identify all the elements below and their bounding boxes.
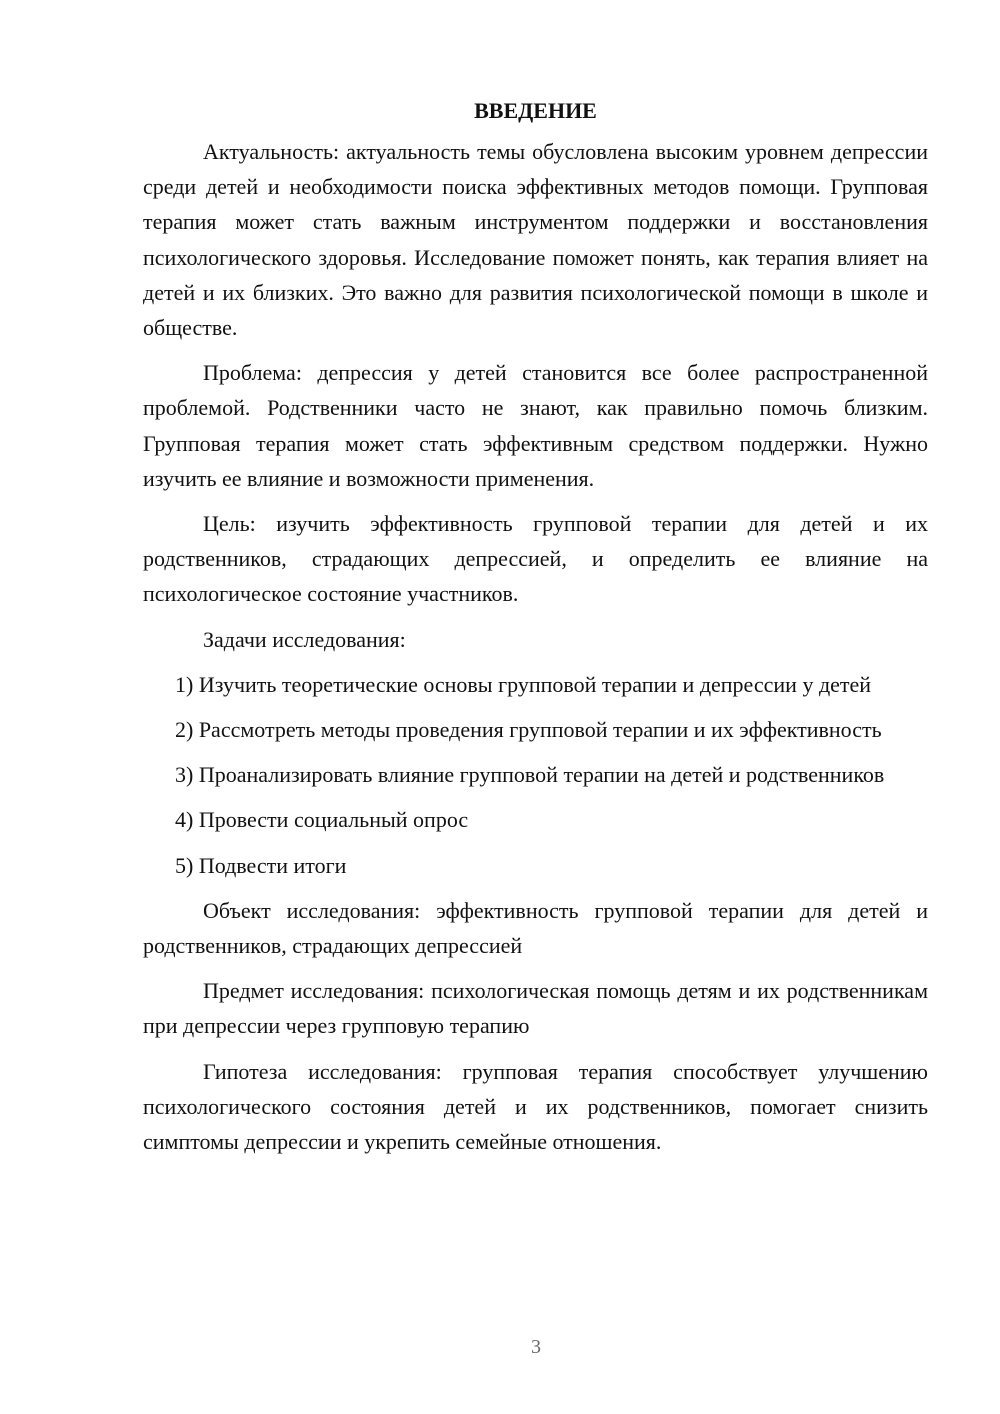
list-item: 2) Рассмотреть методы проведения групповой терапии и их эффективность [175,717,882,743]
list-item: 5) Подвести итоги [175,852,347,878]
section-title: ВВЕДЕНИЕ [474,98,597,123]
problem-paragraph: Проблема: депрессия у детей становится все более распространенной проблемой. Родственники часто не знают, как правильно помочь близким. Групповая терапия может стать эффективным средством поддержки. Нужно изучить ее влияние и возможности применения. [143,360,928,491]
list-item: 1) Изучить теоретические основы групповой терапии и депрессии у детей [175,671,872,697]
hypothesis-paragraph: Гипотеза исследования: групповая терапия способствует улучшению психологического состояния детей и их родственников, помогает снизить симптомы депрессии и укрепить семейные отношения. [143,1058,928,1155]
relevance-paragraph: Актуальность: актуальность темы обусловлена высоким уровнем депрессии среди детей и необходимости поиска эффективных методов помощи. Групповая терапия может стать важным инструментом поддержки и восстановления психологического здоровья. Исследование поможет понять, как терапия влияет на детей и их близких. Это важно для развития психологической помощи в школе и обществе. [143,139,928,341]
subject-paragraph: Предмет исследования: психологическая помощь детям и их родственникам при депрессии через групповую терапию [143,978,928,1039]
goal-paragraph: Цель: изучить эффективность групповой терапии для детей и их родственников, страдающих депрессией, и определить ее влияние на психологическое состояние участников. [143,511,928,607]
object-paragraph: Объект исследования: эффективность групповой терапии для детей и родственников, страдающих депрессией [143,897,928,959]
list-item: 3) Проанализировать влияние групповой терапии на детей и родственников [175,762,885,788]
tasks-list [143,667,928,883]
list-item: 4) Провести социальный опрос [175,807,469,833]
page-number: 3 [531,1336,541,1358]
tasks-heading: Задачи исследования: [203,626,406,652]
page-content [143,96,928,1169]
